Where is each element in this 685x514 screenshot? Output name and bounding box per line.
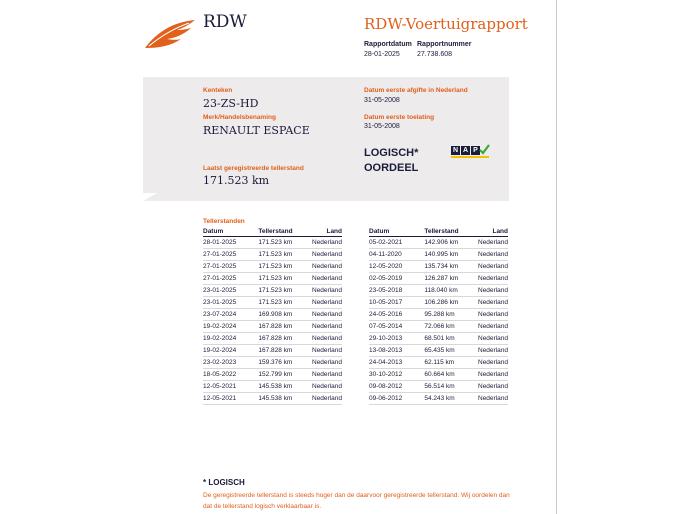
cell-datum: 02-05-2019 [369, 273, 424, 285]
cell-land: Nederland [478, 321, 508, 333]
table-row [369, 333, 508, 345]
rapportdatum-label: Rapportdatum [364, 41, 412, 48]
nap-letter-n: N [452, 147, 459, 154]
table-row [369, 297, 508, 309]
cell-land: Nederland [478, 273, 508, 285]
tellerstanden-title: Tellerstanden [203, 218, 245, 225]
table-row [203, 333, 342, 345]
cell-land: Nederland [478, 309, 508, 321]
cell-tellerstand: 171.523 km [258, 297, 312, 309]
table-row [203, 309, 342, 321]
table-row [203, 345, 342, 357]
oordeel-logisch: LOGISCH* [364, 147, 419, 159]
laatste-tellerstand-value: 171.523 km [203, 174, 270, 187]
cell-land: Nederland [478, 333, 508, 345]
kenteken-label: Kenteken [203, 87, 233, 94]
cell-datum: 27-01-2025 [203, 261, 258, 273]
toelating-value: 31-05-2008 [364, 123, 400, 130]
table-row [369, 321, 508, 333]
cell-land: Nederland [478, 261, 508, 273]
cell-tellerstand: 118.040 km [424, 285, 478, 297]
footnote-title: * LOGISCH [203, 478, 245, 487]
col-land: Land [312, 227, 342, 237]
cell-tellerstand: 68.501 km [424, 333, 478, 345]
cell-datum: 23-02-2023 [203, 357, 258, 369]
toelating-label: Datum eerste toelating [364, 114, 435, 121]
laatste-tellerstand-label: Laatst geregistreerde tellerstand [203, 165, 304, 172]
cell-datum: 27-01-2025 [203, 273, 258, 285]
merk-value: RENAULT ESPACE [203, 124, 310, 137]
cell-tellerstand: 72.066 km [424, 321, 478, 333]
col-land: Land [478, 227, 508, 237]
cell-land: Nederland [312, 297, 342, 309]
table-row [203, 261, 342, 273]
rdw-logo-icon [143, 18, 197, 50]
table-row [369, 237, 508, 249]
table-row [369, 369, 508, 381]
cell-tellerstand: 54.243 km [424, 393, 478, 405]
merk-label: Merk/Handelsbenaming [203, 114, 276, 121]
cell-datum: 09-08-2012 [369, 381, 424, 393]
nap-letter-p: P [471, 146, 480, 155]
tellerstanden-table-right [369, 227, 508, 405]
tellerstanden-table-left [203, 227, 342, 405]
cell-land: Nederland [478, 381, 508, 393]
cell-tellerstand: 171.523 km [258, 249, 312, 261]
table-row [369, 309, 508, 321]
panel-corner-cut [143, 193, 157, 201]
cell-datum: 05-02-2021 [369, 237, 424, 249]
report-title: RDW-Voertuigrapport [364, 15, 528, 33]
cell-tellerstand: 60.664 km [424, 369, 478, 381]
cell-datum: 07-05-2014 [369, 321, 424, 333]
rapportdatum-value: 28-01-2025 [364, 51, 400, 58]
table-row [203, 321, 342, 333]
brand-name: RDW [203, 12, 247, 32]
col-datum: Datum [369, 227, 424, 237]
cell-land: Nederland [478, 357, 508, 369]
rapportnummer-label: Rapportnummer [417, 41, 472, 48]
cell-datum: 27-01-2025 [203, 249, 258, 261]
cell-datum: 19-02-2024 [203, 333, 258, 345]
kenteken-value: 23-ZS-HD [203, 97, 259, 110]
cell-tellerstand: 95.288 km [424, 309, 478, 321]
footnote-text: De geregistreerde tellerstand is steeds hoger dan de daarvoor geregistreerde tellerstand. Wij oordelen dan dat de tellerstand logisch verklaarbaar is. [203, 492, 510, 510]
table-row [369, 357, 508, 369]
cell-tellerstand: 145.538 km [258, 381, 312, 393]
table-row [369, 345, 508, 357]
cell-land: Nederland [312, 333, 342, 345]
cell-tellerstand: 140.995 km [424, 249, 478, 261]
cell-datum: 24-05-2016 [369, 309, 424, 321]
table-row [369, 249, 508, 261]
table-row [369, 393, 508, 405]
cell-land: Nederland [312, 309, 342, 321]
cell-tellerstand: 167.828 km [258, 345, 312, 357]
cell-datum: 12-05-2021 [203, 393, 258, 405]
cell-tellerstand: 171.523 km [258, 237, 312, 249]
nap-letter-a: A [462, 147, 469, 154]
cell-tellerstand: 62.115 km [424, 357, 478, 369]
cell-land: Nederland [478, 369, 508, 381]
col-tellerstand: Tellerstand [258, 227, 312, 237]
cell-datum: 12-05-2020 [369, 261, 424, 273]
table-row [203, 237, 342, 249]
cell-land: Nederland [312, 321, 342, 333]
cell-land: Nederland [312, 345, 342, 357]
checkmark-icon [479, 144, 490, 155]
col-tellerstand: Tellerstand [424, 227, 478, 237]
oordeel-label: OORDEEL [364, 162, 419, 174]
table-row [203, 381, 342, 393]
table-row [203, 285, 342, 297]
cell-datum: 13-08-2013 [369, 345, 424, 357]
cell-datum: 23-05-2018 [369, 285, 424, 297]
page-edge-line [556, 0, 557, 514]
cell-tellerstand: 167.828 km [258, 321, 312, 333]
cell-tellerstand: 145.538 km [258, 393, 312, 405]
cell-datum: 04-11-2020 [369, 249, 424, 261]
cell-land: Nederland [312, 369, 342, 381]
table-row [203, 393, 342, 405]
cell-datum: 19-02-2024 [203, 345, 258, 357]
cell-land: Nederland [312, 285, 342, 297]
cell-tellerstand: 126.287 km [424, 273, 478, 285]
cell-tellerstand: 171.523 km [258, 273, 312, 285]
cell-land: Nederland [478, 285, 508, 297]
table-row [203, 297, 342, 309]
cell-land: Nederland [478, 393, 508, 405]
cell-datum: 23-07-2024 [203, 309, 258, 321]
cell-tellerstand: 171.523 km [258, 261, 312, 273]
cell-datum: 12-05-2021 [203, 381, 258, 393]
cell-tellerstand: 167.828 km [258, 333, 312, 345]
cell-tellerstand: 142.906 km [424, 237, 478, 249]
cell-land: Nederland [478, 237, 508, 249]
cell-datum: 30-10-2012 [369, 369, 424, 381]
afgifte-label: Datum eerste afgifte in Nederland [364, 87, 468, 94]
table-row [203, 249, 342, 261]
cell-tellerstand: 169.908 km [258, 309, 312, 321]
cell-datum: 10-05-2017 [369, 297, 424, 309]
cell-tellerstand: 106.286 km [424, 297, 478, 309]
cell-land: Nederland [312, 381, 342, 393]
cell-datum: 18-05-2022 [203, 369, 258, 381]
cell-datum: 19-02-2024 [203, 321, 258, 333]
cell-land: Nederland [312, 261, 342, 273]
cell-tellerstand: 135.734 km [424, 261, 478, 273]
cell-tellerstand: 159.376 km [258, 357, 312, 369]
table-row [369, 381, 508, 393]
cell-land: Nederland [312, 357, 342, 369]
cell-land: Nederland [312, 237, 342, 249]
table-row [203, 273, 342, 285]
cell-tellerstand: 171.523 km [258, 285, 312, 297]
cell-tellerstand: 65.435 km [424, 345, 478, 357]
nap-logo-icon [451, 146, 489, 160]
cell-datum: 09-06-2012 [369, 393, 424, 405]
table-row [369, 285, 508, 297]
table-row [369, 273, 508, 285]
rapportnummer-value: 27.738.608 [417, 51, 453, 58]
cell-land: Nederland [312, 273, 342, 285]
table-row [203, 369, 342, 381]
cell-datum: 23-01-2025 [203, 297, 258, 309]
cell-land: Nederland [478, 249, 508, 261]
cell-datum: 29-10-2013 [369, 333, 424, 345]
cell-land: Nederland [478, 345, 508, 357]
nap-yellow-bar [451, 156, 489, 158]
cell-land: Nederland [478, 297, 508, 309]
cell-datum: 23-01-2025 [203, 285, 258, 297]
cell-datum: 24-04-2013 [369, 357, 424, 369]
cell-datum: 28-01-2025 [203, 237, 258, 249]
vehicle-panel [143, 77, 509, 201]
afgifte-value: 31-05-2008 [364, 97, 400, 104]
cell-land: Nederland [312, 393, 342, 405]
cell-land: Nederland [312, 249, 342, 261]
table-row [203, 357, 342, 369]
col-datum: Datum [203, 227, 258, 237]
cell-tellerstand: 152.799 km [258, 369, 312, 381]
table-row [369, 261, 508, 273]
cell-tellerstand: 56.514 km [424, 381, 478, 393]
